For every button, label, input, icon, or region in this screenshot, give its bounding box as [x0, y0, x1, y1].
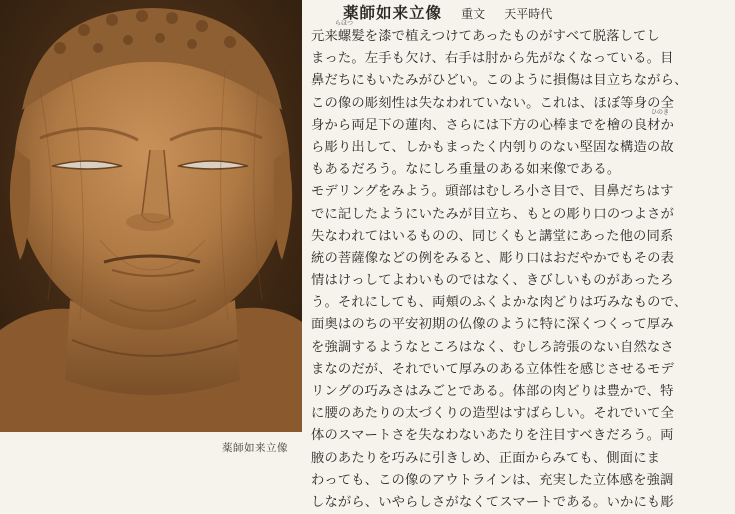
text-line: この像の彫刻性は失なわれていない。これは、ほぼ等身の全 [311, 95, 675, 111]
designation-label: 重文 [461, 7, 486, 21]
text-line: う。それにしても、両頬のふくよかな肉どりは巧みなもので、 [311, 295, 688, 311]
text-line: リングの巧みさはみごとである。体部の肉どりは豊かで、特 [311, 384, 674, 399]
text-line: ひのき 身から両足下の蓮肉、さらには下方の心棒までを檜の良材か [311, 108, 675, 133]
buddha-head-illustration [0, 0, 302, 432]
text-line: ら彫り出して、しかもまったく内刳りのない堅固な構造の故 [311, 139, 674, 155]
text-line: わっても、この像のアウトラインは、充実した立体感を強調 [311, 472, 674, 488]
text-line: らほつ 元来螺髪を漆で植えつけてあったものがすべて脱落してし [311, 20, 660, 44]
text-line: しながら、いやらしさがなくてスマートである。いかにも彫 [311, 494, 674, 510]
text-line: モデリングをみよう。頭部はむしろ小さ目で、目鼻だちはす [311, 184, 674, 200]
text-line: 統の菩薩像などの例をみると、彫り口はおだやかでもその表 [311, 250, 675, 266]
text-line: 情はけっしてよわいものではなく、きびしいものがあったろ [311, 273, 674, 289]
period-label: 天平時代 [504, 7, 553, 21]
ruby-hinoki: ひのき [651, 108, 670, 116]
statue-title: 薬師如来立像 [343, 3, 443, 22]
article-column [311, 2, 731, 514]
text-line: に腰のあたりの太づくりの造型はすばらしい。それでいて全 [311, 406, 675, 422]
article-body [311, 20, 731, 514]
text-line: 体のスマートさを失なわないあたりを注目すべきだろう。両 [311, 428, 674, 444]
text-line: 腋のあたりを巧みに引きしめ、正面からみても、側面にま [311, 450, 661, 466]
text-line: まなのだが、それでいて厚みのある立体性を感じさせるモデ [311, 361, 675, 377]
text-line: 面奥はのちの平安初期の仏像のように特に深くつくって厚み [311, 317, 674, 333]
ruby-raho: らほつ [335, 20, 354, 27]
text-line: でに記したようにいたみが目立ち、もとの彫り口のつよさが [311, 206, 675, 222]
buddha-head-photo [0, 0, 302, 432]
text-line: もあるだろう。なにしろ重量のある如来像である。 [311, 162, 621, 178]
text-line: まった。左手も欠け、右手は肘から先がなくなっている。目 [311, 51, 674, 67]
article-heading [311, 2, 731, 24]
text-line: 鼻だちにもいたみがひどい。このように損傷は目立ちながら、 [311, 73, 688, 89]
text-line: を強調するようなところはなく、むしろ誇張のない自然なさ [311, 339, 674, 355]
text-line: 失なわれてはいるものの、同じくもと講堂にあった他の同系 [311, 228, 674, 244]
photo-caption: 薬師如来立像 [222, 442, 288, 454]
